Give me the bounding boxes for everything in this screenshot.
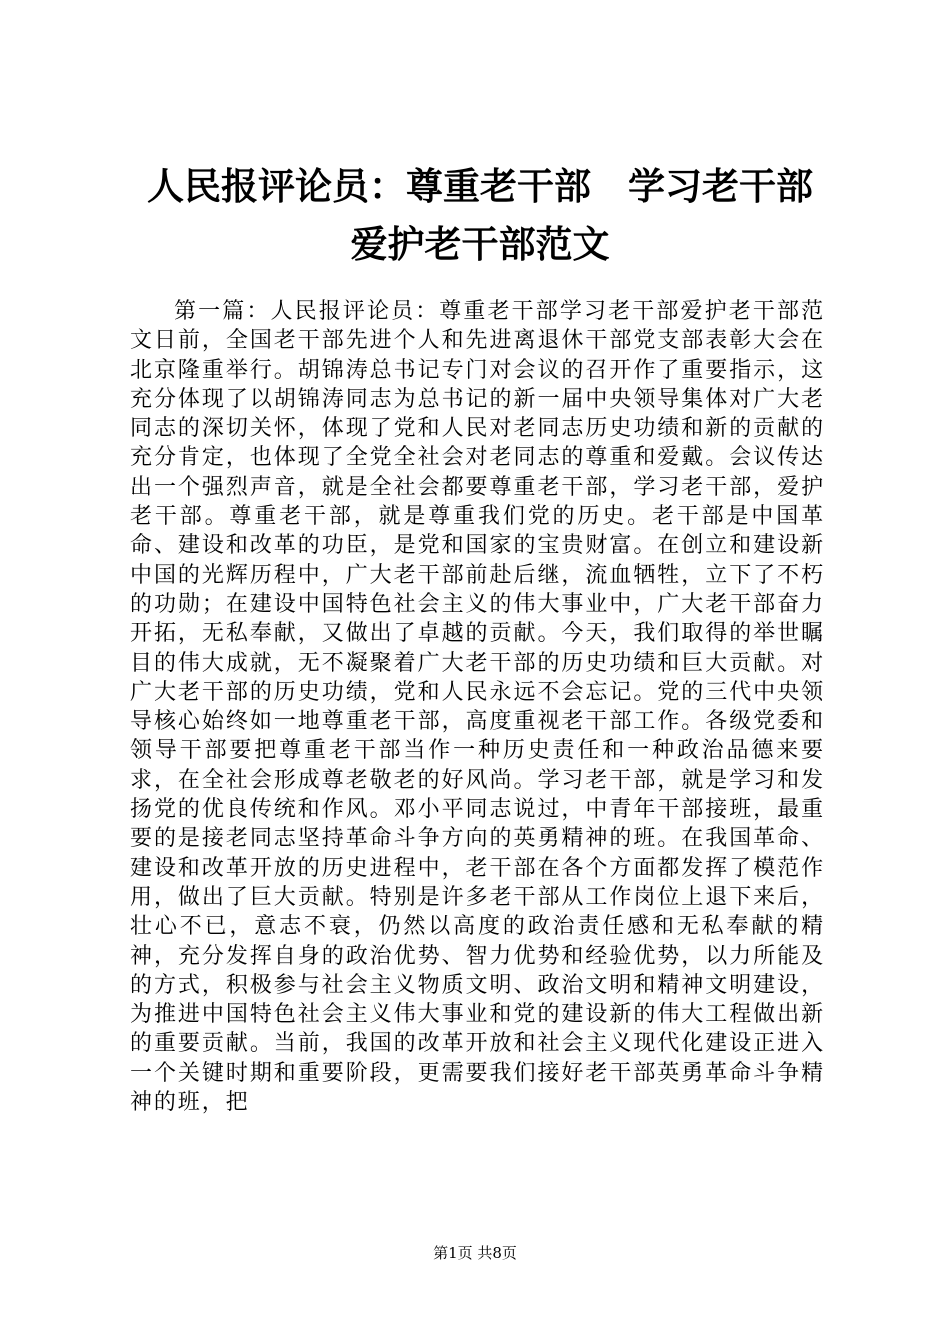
document-body-paragraph: 第一篇：人民报评论员：尊重老干部学习老干部爱护老干部范文日前，全国老干部先进个人和先进离退休干部党支部表彰大会在北京隆重举行。胡锦涛总书记专门对会议的召开作了重要指示，这充分体现了以胡锦涛同志为总书记的新一届中央领导集体对广大老同志的深切关怀，体现了党和人民对老同志历史功绩和新的贡献的充分肯定，也体现了全党全社会对老同志的尊重和爱戴。会议传达出一个强烈声音，就是全社会都要尊重老干部，学习老干部，爱护老干部。尊重老干部，就是尊重我们党的历史。老干部是中国革命、建设和改革的功臣，是党和国家的宝贵财富。在创立和建设新中国的光辉历程中，广大老干部前赴后继，流血牺牲，立下了不朽的功勋；在建设中国特色社会主义的伟大事业中，广大老干部奋力开拓，无私奉献，又做出了卓越的贡献。今天，我们取得的举世瞩目的伟大成就，无不凝聚着广大老干部的历史功绩和巨大贡献。对广大老干部的历史功绩，党和人民永远不会忘记。党的三代中央领导核心始终如一地尊重老干部，高度重视老干部工作。各级党委和领导干部要把尊重老干部当作一种历史责任和一种政治品德来要求，在全社会形成尊老敬老的好风尚。学习老干部，就是学习和发扬党的优良传统和作风。邓小平同志说过，中青年干部接班，最重要的是接老同志坚持革命斗争方向的英勇精神的班。在我国革命、建设和改革开放的历史进程中，老干部在各个方面都发挥了模范作用，做出了巨大贡献。特别是许多老干部从工作岗位上退下来后，壮心不已，意志不衰，仍然以高度的政治责任感和无私奉献的精神，充分发挥自身的政治优势、智力优势和经验优势，以力所能及的方式，积极参与社会主义物质文明、政治文明和精神文明建设，为推进中国特色社会主义伟大事业和党的建设新的伟大工程做出新的重要贡献。当前，我国的改革开放和社会主义现代化建设正进入一个关键时期和重要阶段，更需要我们接好老干部英勇革命斗争精神的班，把 — [130, 299, 825, 1116]
page-number-footer: 第1页 共8页 — [433, 1244, 517, 1262]
document-title: 人民报评论员：尊重老干部 学习老干部 爱护老干部范文 — [147, 164, 850, 266]
